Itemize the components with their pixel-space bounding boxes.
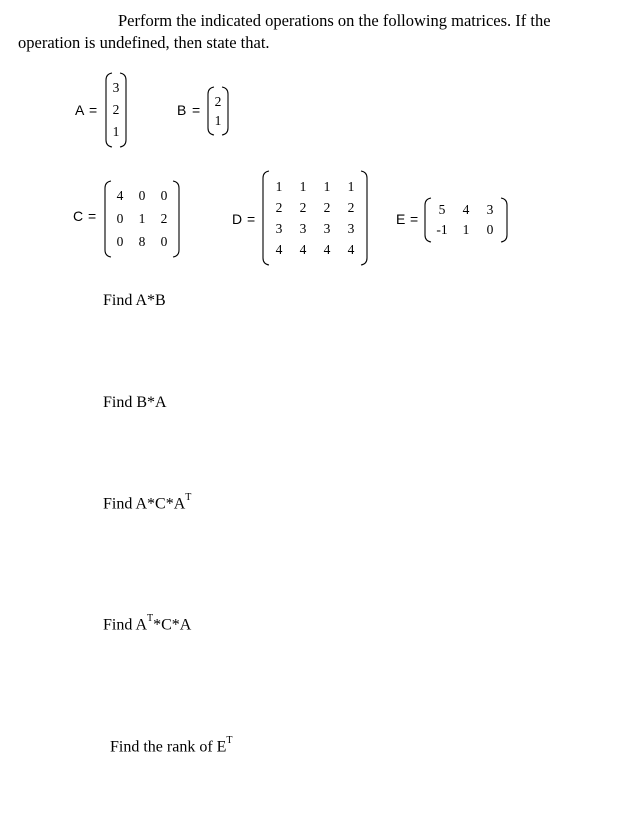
matrix-d-cell: 2	[323, 199, 331, 215]
matrix-a	[105, 72, 127, 148]
matrix-c-cell: 0	[138, 188, 146, 203]
matrix-c-cell: 8	[138, 234, 146, 249]
matrix-c-cell: 0	[116, 234, 124, 249]
matrix-d-name: D	[232, 211, 243, 227]
matrix-e	[424, 197, 508, 243]
task-5-sup: T	[226, 735, 233, 746]
task-4-sup: T	[147, 613, 154, 624]
matrix-d-cell: 3	[347, 220, 355, 236]
matrix-a-entries	[109, 77, 123, 143]
matrix-e-cell: -1	[436, 222, 448, 237]
instructions-line-1: Perform the indicated operations on the following matrices. If the	[118, 11, 551, 30]
matrix-d-cell: 4	[347, 241, 355, 257]
task-find-a-times-b	[103, 292, 166, 310]
matrix-a-cell: 1	[112, 124, 120, 139]
matrix-c-cell: 4	[116, 188, 124, 203]
matrix-d-entries	[267, 176, 363, 260]
matrix-a-cell: 2	[112, 102, 120, 117]
task-find-at-c-a	[103, 615, 191, 634]
matrix-d-cell: 1	[323, 178, 331, 194]
task-3-pre: Find A*C*A	[103, 495, 186, 513]
matrix-d-cell: 3	[299, 220, 307, 236]
matrix-d-cell: 4	[275, 241, 283, 257]
matrix-c-cell: 2	[160, 211, 168, 226]
matrix-d-cell: 1	[347, 178, 355, 194]
matrix-d-equals: =	[247, 211, 256, 227]
matrix-e-cell: 3	[486, 202, 494, 217]
matrix-c-cell: 0	[160, 234, 168, 249]
matrix-b-cell: 1	[214, 112, 222, 128]
matrix-d-cell: 4	[323, 241, 331, 257]
task-2-text: Find B*A	[103, 394, 167, 411]
matrix-a-name: A	[75, 102, 85, 118]
matrix-e-cell: 5	[438, 202, 446, 217]
matrix-d-cell: 1	[275, 178, 283, 194]
task-find-b-times-a	[103, 394, 167, 412]
matrix-b-cell: 2	[214, 93, 222, 109]
matrix-d-cell: 2	[275, 199, 283, 215]
matrix-a-cell: 3	[112, 80, 120, 95]
matrix-d-cell: 4	[299, 241, 307, 257]
matrix-d	[262, 170, 368, 266]
task-3-sup: T	[185, 492, 192, 503]
matrix-c-name: C	[73, 208, 84, 224]
matrix-e-cell: 0	[486, 222, 494, 237]
matrix-c-cell: 0	[160, 188, 168, 203]
matrix-c-cell: 1	[138, 211, 146, 226]
task-1-text: Find A*B	[103, 292, 166, 309]
matrix-e-entries	[430, 200, 502, 240]
task-4-pre: Find A	[103, 616, 148, 634]
matrix-c-equals: =	[88, 208, 97, 224]
matrix-e-name: E	[396, 211, 406, 227]
matrix-e-cell: 1	[462, 222, 470, 237]
matrix-b-entries	[211, 92, 225, 130]
matrix-e-cell: 4	[462, 202, 470, 217]
matrix-d-cell: 2	[347, 199, 355, 215]
task-5-pre: Find the rank of E	[110, 738, 227, 756]
instructions-line-2: operation is undefined, then state that.	[18, 33, 270, 52]
matrix-c-cell: 0	[116, 211, 124, 226]
matrix-c	[104, 180, 180, 258]
matrix-d-cell: 1	[299, 178, 307, 194]
task-find-a-c-at	[103, 494, 191, 513]
matrix-b-equals: =	[192, 102, 201, 118]
matrix-a-equals: =	[89, 102, 98, 118]
matrix-c-entries	[109, 185, 175, 254]
matrix-d-cell: 3	[275, 220, 283, 236]
task-find-rank-et	[110, 737, 233, 756]
matrix-b	[207, 86, 229, 136]
matrix-b-name: B	[177, 102, 187, 118]
matrix-d-cell: 2	[299, 199, 307, 215]
matrix-d-cell: 3	[323, 220, 331, 236]
matrix-e-equals: =	[410, 211, 419, 227]
task-4-post: *C*A	[153, 616, 192, 634]
